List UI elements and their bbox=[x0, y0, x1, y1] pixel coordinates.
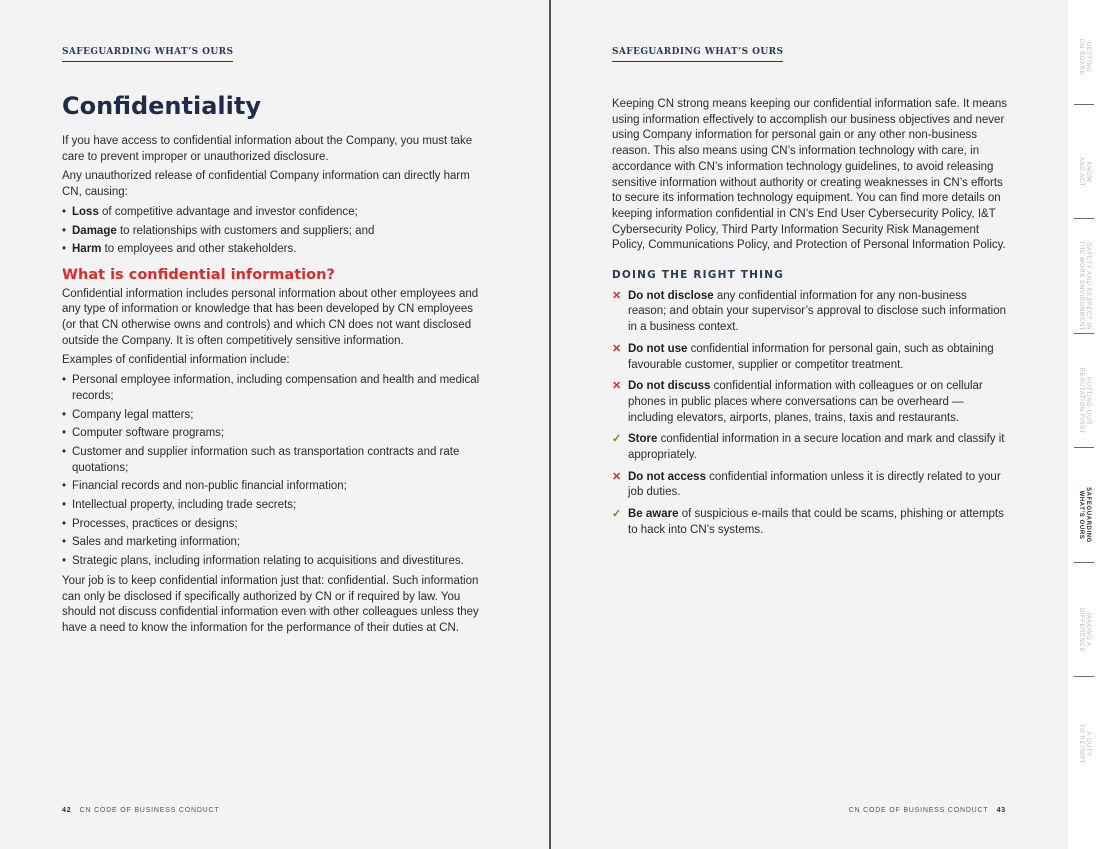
section-label: SAFEGUARDING WHAT’S OURS bbox=[62, 47, 233, 62]
guidance-keyword: Do not use bbox=[628, 342, 688, 355]
examples-list bbox=[62, 373, 482, 570]
example-item: • Computer software programs; bbox=[62, 426, 482, 442]
nav-divider bbox=[1074, 447, 1094, 448]
nav-tab-label: SAFEGUARDING WHAT’S OURS bbox=[1078, 487, 1091, 543]
harms-list bbox=[62, 205, 482, 258]
footer-text: CN CODE OF BUSINESS CONDUCT bbox=[848, 807, 989, 814]
nav-tab[interactable] bbox=[1068, 115, 1100, 229]
nav-tab-label: A DUTY TO REPORT bbox=[1078, 723, 1091, 765]
right-body bbox=[612, 97, 1008, 545]
nav-divider bbox=[1074, 104, 1094, 105]
footer-text: CN CODE OF BUSINESS CONDUCT bbox=[79, 807, 220, 814]
example-item: • Strategic plans, including information relating to acquisitions and divestitures. bbox=[62, 554, 482, 570]
nav-tab-label: KNOW AND ACT bbox=[1078, 156, 1091, 187]
doing-right-list bbox=[612, 289, 1008, 539]
intro-paragraph-2: Any unauthorized release of confidential Company information can directly harm CN, causing: bbox=[62, 170, 470, 199]
guidance-text: confidential information unless it is directly related to your job duties. bbox=[628, 470, 1001, 499]
example-item: • Sales and marketing information; bbox=[62, 535, 482, 551]
intro-paragraph-1: If you have access to confidential information about the Company, you must take care to prevent improper or unauthorized disclosure. bbox=[62, 135, 473, 163]
guidance-item bbox=[612, 507, 1008, 538]
nav-divider bbox=[1074, 333, 1094, 334]
nav-tab[interactable] bbox=[1068, 229, 1100, 343]
guidance-text: confidential information for personal gain, such as obtaining favourable customer, supplier or competitor treatment. bbox=[628, 342, 994, 371]
cross-icon: ✕ bbox=[612, 342, 622, 355]
section-label: SAFEGUARDING WHAT’S OURS bbox=[612, 47, 783, 62]
nav-tab-label: GETTING ON BOARD bbox=[1078, 38, 1091, 76]
harm-item bbox=[62, 205, 482, 221]
page-title: Confidentiality bbox=[62, 92, 261, 120]
definition-paragraph: Confidential information includes personal information about other employees and any type of information or knowledge that has been developed by CN employees (or that CN otherwise owns and controls) and which CN does not want disclosed outside the Company. It is often competitively sensitive information. bbox=[62, 287, 479, 347]
guidance-item bbox=[612, 432, 1008, 463]
check-icon: ✓ bbox=[612, 508, 622, 521]
nav-tab[interactable] bbox=[1068, 687, 1100, 801]
guidance-item bbox=[612, 379, 1008, 426]
closing-paragraph: Your job is to keep confidential information just that: confidential. Such information can only be disclosed if specifically authorized by CN or if required by law. You should not discuss confidential information even with other colleagues unless they have a need to know the information for the performance of their duties at CN. bbox=[62, 574, 479, 634]
section-side-nav bbox=[1068, 0, 1100, 849]
cross-icon: ✕ bbox=[612, 470, 622, 483]
guidance-keyword: Be aware bbox=[628, 508, 679, 521]
nav-divider bbox=[1074, 562, 1094, 563]
left-body bbox=[62, 134, 482, 641]
check-icon: ✓ bbox=[612, 433, 622, 446]
guidance-text: of suspicious e-mails that could be scams, phishing or attempts to hack into CN’s systems. bbox=[628, 508, 1004, 536]
nav-divider bbox=[1074, 218, 1094, 219]
doing-right-heading: DOING THE RIGHT THING bbox=[612, 269, 785, 282]
example-item: • Company legal matters; bbox=[62, 408, 482, 424]
harm-item bbox=[62, 224, 482, 240]
nav-tab[interactable] bbox=[1068, 0, 1100, 114]
guidance-text: confidential information with colleagues or on cellular phones in public places where conversations can be overheard — including elevators, airports, planes, trains, taxis and restaurants. bbox=[628, 380, 983, 424]
page-number: 43 bbox=[996, 807, 1006, 814]
nav-divider bbox=[1074, 676, 1094, 677]
nav-tab[interactable] bbox=[1068, 344, 1100, 458]
harm-item bbox=[62, 242, 482, 258]
example-item: • Personal employee information, including compensation and health and medical records; bbox=[62, 373, 482, 404]
guidance-text: any confidential information for any non-business reason; and obtain your supervisor’s approval to disclose such information in a business context. bbox=[628, 289, 1007, 334]
guidance-item bbox=[612, 342, 1008, 373]
harm-text: of competitive advantage and investor confidence; bbox=[98, 205, 358, 218]
right-page bbox=[552, 0, 1068, 849]
cross-icon: ✕ bbox=[612, 289, 622, 302]
footer-right bbox=[849, 807, 1006, 814]
example-item: • Processes, practices or designs; bbox=[62, 517, 482, 533]
harm-keyword: Damage bbox=[72, 224, 117, 237]
example-item: • Intellectual property, including trade secrets; bbox=[62, 498, 482, 514]
cross-icon: ✕ bbox=[612, 380, 622, 393]
nav-tab[interactable] bbox=[1068, 458, 1100, 572]
guidance-keyword: Store bbox=[628, 433, 658, 446]
subheading: What is confidential information? bbox=[62, 266, 335, 283]
guidance-item bbox=[612, 470, 1008, 501]
nav-tab[interactable] bbox=[1068, 573, 1100, 687]
example-item: • Financial records and non-public financial information; bbox=[62, 479, 482, 495]
guidance-keyword: Do not disclose bbox=[628, 289, 714, 302]
page-spine bbox=[549, 0, 551, 849]
nav-tab-label: MAKING A DIFFERENCE bbox=[1078, 607, 1091, 652]
guidance-keyword: Do not access bbox=[628, 470, 706, 483]
harm-text: to employees and other stakeholders. bbox=[101, 243, 297, 256]
harm-keyword: Loss bbox=[72, 205, 99, 218]
guidance-text: confidential information in a secure location and mark and classify it appropriately. bbox=[628, 433, 1005, 462]
examples-intro: Examples of confidential information include: bbox=[62, 354, 290, 367]
guidance-keyword: Do not discuss bbox=[628, 380, 711, 393]
right-intro-paragraph: Keeping CN strong means keeping our confidential information safe. It means using information effectively to accomplish our business objectives and never using Company information for personal gain or any other non-business reason. This also means using CN’s information technology with care, in accordance with CN’s information technology guidelines, to avoid releasing sensitive information without authority or creating weaknesses in CN’s efforts to secure its information technology equipment. You can find more details on keeping information confidential in CN’s End User Cybersecurity Policy, I&T Cybersecurity Policy, Third Party Information Security Risk Management Policy, Communications Policy, and Protection of Personal Information Policy. bbox=[612, 98, 1008, 252]
harm-keyword: Harm bbox=[72, 243, 102, 256]
footer-left bbox=[62, 807, 219, 814]
nav-tab-label: PUTTING OUR REPUTATION FIRST bbox=[1078, 367, 1091, 434]
page-number: 42 bbox=[62, 807, 72, 814]
nav-tab-label: SAFETY AND RESPECT IN THE WORK ENVIRONMENT bbox=[1078, 240, 1091, 332]
harm-text: to relationships with customers and suppliers; and bbox=[116, 224, 375, 237]
example-item: • Customer and supplier information such as transportation contracts and rate quotations; bbox=[62, 445, 482, 476]
guidance-item bbox=[612, 289, 1008, 336]
